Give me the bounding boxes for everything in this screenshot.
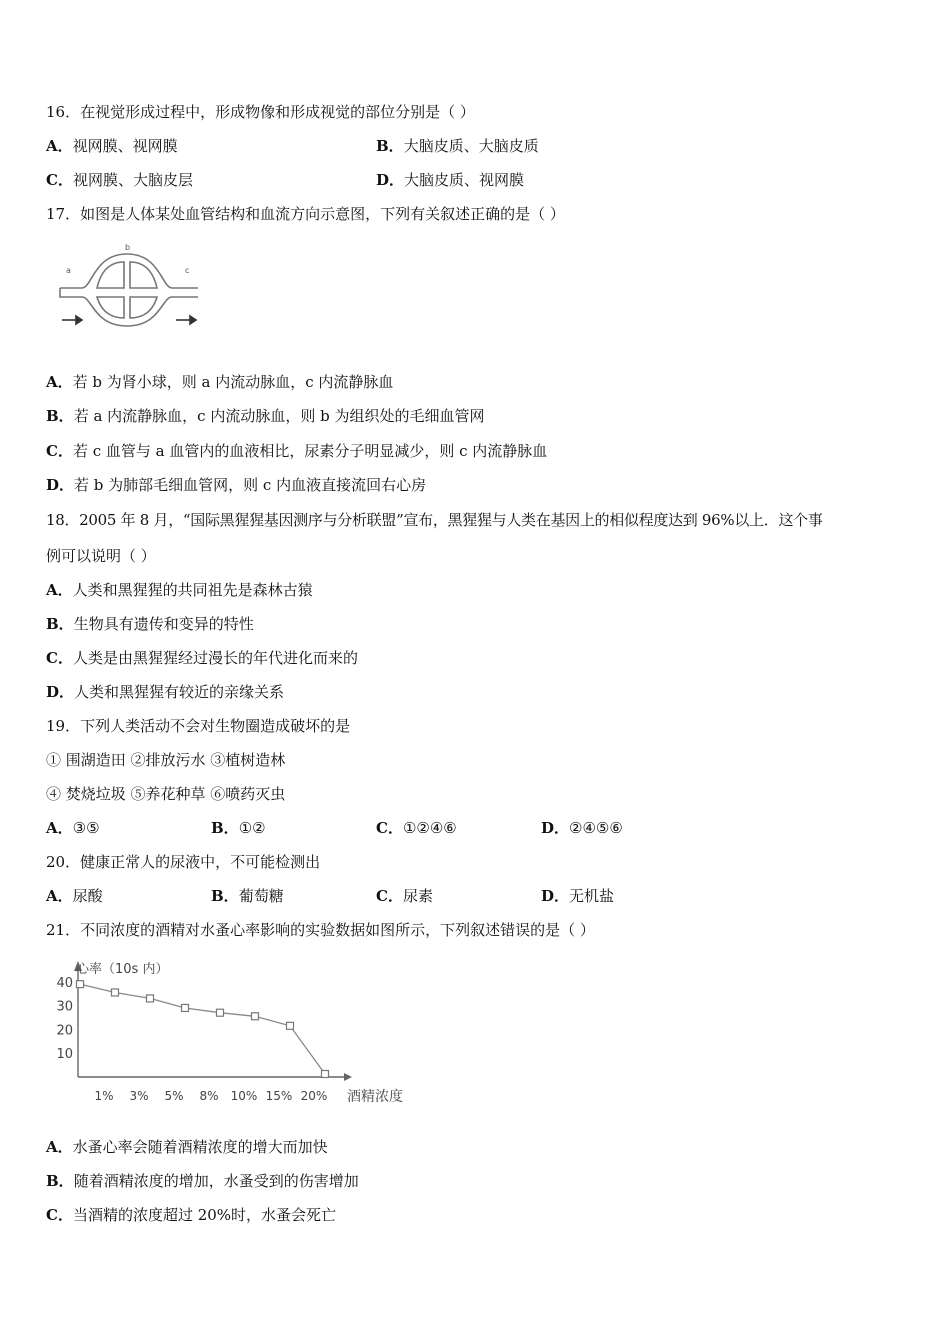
q19-option-a: A．③⑤ [46,819,100,837]
q18-stem-line1: 18．2005 年 8 月，“国际黑猩猩基因测序与分析联盟”宣布，黑猩猩与人类在基因上的相似程度达到 96%以上．这个事 [46,511,823,529]
q21-option-b: B．随着酒精浓度的增加，水蚤受到的伤害增加 [46,1172,359,1190]
y-tick-label: 30 [56,999,73,1015]
q17-stem: 17．如图是人体某处血管结构和血流方向示意图，下列有关叙述正确的是（ ） [46,205,565,223]
q19-stem: 19．下列人类活动不会对生物圈造成破坏的是 [46,717,351,735]
q19-option-d: D．②④⑤⑥ [541,819,623,837]
x-tick-label: 10% [230,1089,258,1103]
q17-option-c: C．若 c 血管与 a 血管内的血液相比，尿素分子明显减少，则 c 内流静脉血 [46,442,548,460]
q16-option-d: D．大脑皮质、视网膜 [376,171,525,189]
q20-option-d: D．无机盐 [541,887,615,905]
q16-option-c: C．视网膜、大脑皮层 [46,171,193,189]
q20-option-b: B．葡萄糖 [211,887,284,905]
y-tick-label: 20 [56,1023,73,1039]
q16-option-a: A．视网膜、视网膜 [46,137,178,155]
label-a: a [66,266,71,275]
label-b: b [125,243,131,252]
blood-vessel-diagram [52,240,202,335]
flow-arrow-icon [176,316,196,324]
q21-option-a: A．水蚤心率会随着酒精浓度的增大而加快 [46,1138,328,1156]
data-point [77,981,84,988]
y-axis-label: 心率（10s 内） [76,962,169,977]
q19-items-line1: ① 围湖造田 ②排放污水 ③植树造林 [46,751,286,769]
q18-option-c: C．人类是由黑猩猩经过漫长的年代进化而来的 [46,649,358,667]
x-tick-label: 3% [129,1089,149,1103]
x-tick-label: 20% [300,1089,328,1103]
q17-option-a: A．若 b 为肾小球，则 a 内流动脉血，c 内流静脉血 [46,373,394,391]
q19-option-c: C．①②④⑥ [376,819,457,837]
q20-option-a: A．尿酸 [46,887,103,905]
data-point [252,1013,259,1020]
q18-stem-line2: 例可以说明（ ） [46,547,156,565]
data-point [217,1009,224,1016]
x-tick-label: 5% [164,1089,184,1103]
x-axis-label: 酒精浓度 [347,1089,403,1105]
heart-rate-chart [46,955,416,1110]
q20-stem: 20．健康正常人的尿液中，不可能检测出 [46,853,321,871]
x-tick-label: 1% [94,1089,114,1103]
q17-option-d: D．若 b 为肺部毛细血管网，则 c 内血液直接流回右心房 [46,476,427,494]
data-point [287,1022,294,1029]
y-tick-label: 10 [56,1047,73,1063]
data-point [112,989,119,996]
x-tick-label: 8% [199,1089,219,1103]
q18-option-b: B．生物具有遗传和变异的特性 [46,615,254,633]
x-tick-label: 15% [265,1089,293,1103]
x-axis-arrow-icon [344,1073,352,1081]
y-tick-label: 40 [56,975,73,991]
label-c: c [185,266,190,275]
q18-option-d: D．人类和黑猩猩有较近的亲缘关系 [46,683,285,701]
q21-option-c: C．当酒精的浓度超过 20%时，水蚤会死亡 [46,1206,337,1224]
data-point [322,1071,329,1078]
q18-option-a: A．人类和黑猩猩的共同祖先是森林古猿 [46,581,313,599]
data-point [182,1004,189,1011]
q21-stem: 21．不同浓度的酒精对水蚤心率影响的实验数据如图所示，下列叙述错误的是（ ） [46,921,595,939]
q17-option-b: B．若 a 内流静脉血，c 内流动脉血，则 b 为组织处的毛细血管网 [46,407,485,425]
q19-items-line2: ④ 焚烧垃圾 ⑤养花种草 ⑥喷药灭虫 [46,785,286,803]
q16-option-b: B．大脑皮质、大脑皮质 [376,137,539,155]
q20-option-c: C．尿素 [376,887,433,905]
flow-arrow-icon [62,316,82,324]
q19-option-b: B．①② [211,819,266,837]
q16-stem: 16．在视觉形成过程中，形成物像和形成视觉的部位分别是（ ） [46,103,475,121]
data-point [147,995,154,1002]
